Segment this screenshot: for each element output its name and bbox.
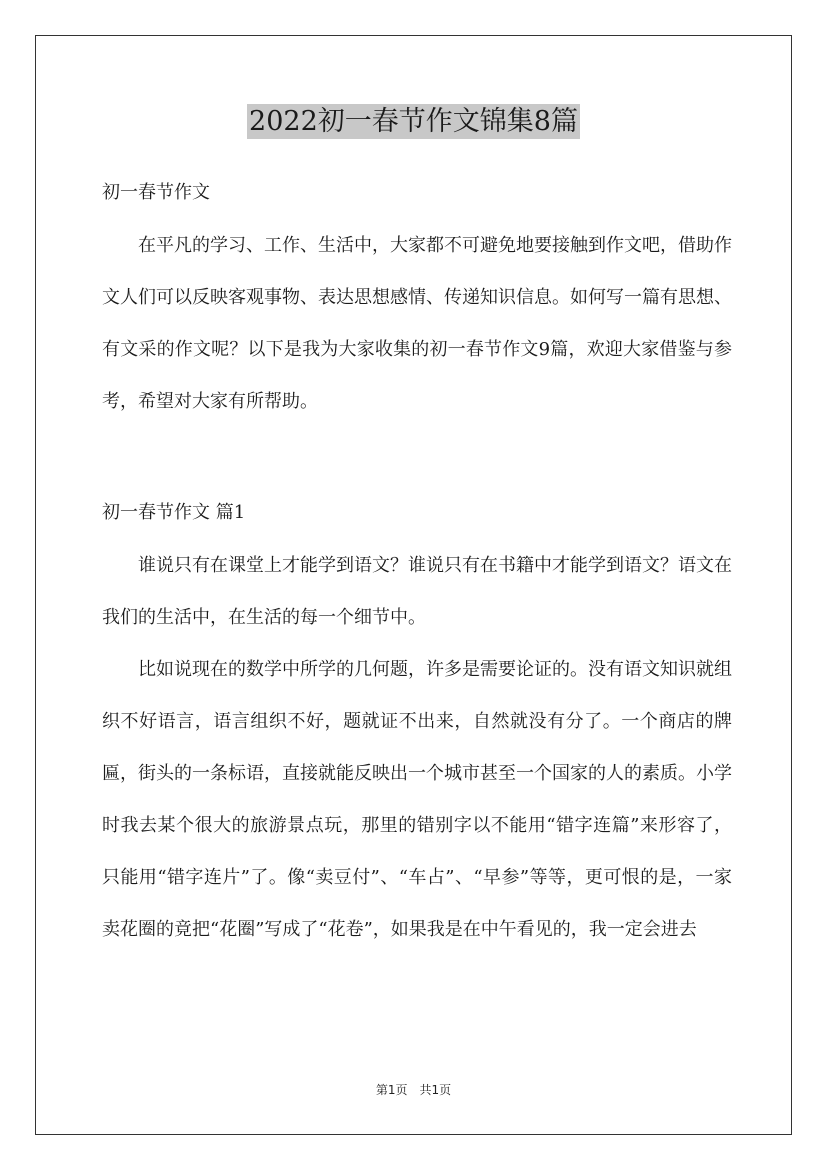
page-footer (0, 1081, 827, 1098)
section-spacer (102, 428, 732, 488)
page-total: 共1页 (419, 1083, 452, 1097)
section-heading: 初一春节作文 篇1 (102, 502, 246, 523)
intro-heading: 初一春节作文 (102, 182, 210, 203)
body-paragraph-1: 谁说只有在课堂上才能学到语文？谁说只有在书籍中才能学到语文？语文在我们的生活中，在生活的每一个细节中。 (102, 555, 732, 628)
body-paragraph-2: 比如说现在的数学中所学的几何题，许多是需要论证的。没有语文知识就组织不好语言，语言组织不好，题就证不出来，自然就没有分了。一个商店的牌匾，街头的一条标语，直接就能反映出一个城市甚至一个国家的人的素质。小学时我去某个很大的旅游景点玩，那里的错别字以不能用“错字连篇”来形容了，只能用“错字连片”了。像“卖豆付”、“车占”、“早参”等等，更可恨的是，一家卖花圈的竟把“花圈”写成了“花卷”，如果我是在中午看见的，我一定会进去 (102, 659, 732, 940)
intro-paragraph: 在平凡的学习、工作、生活中，大家都不可避免地要接触到作文吧，借助作文人们可以反映客观事物、表达思想感情、传递知识信息。如何写一篇有思想、有文采的作文呢？以下是我为大家收集的初一春节作文9篇，欢迎大家借鉴与参考，希望对大家有所帮助。 (102, 235, 732, 412)
document-title (0, 100, 827, 144)
title-highlight: 2022初一春节作文锦集8篇 (249, 106, 578, 137)
page-number: 第1页 (375, 1083, 408, 1097)
document-body (102, 174, 732, 956)
